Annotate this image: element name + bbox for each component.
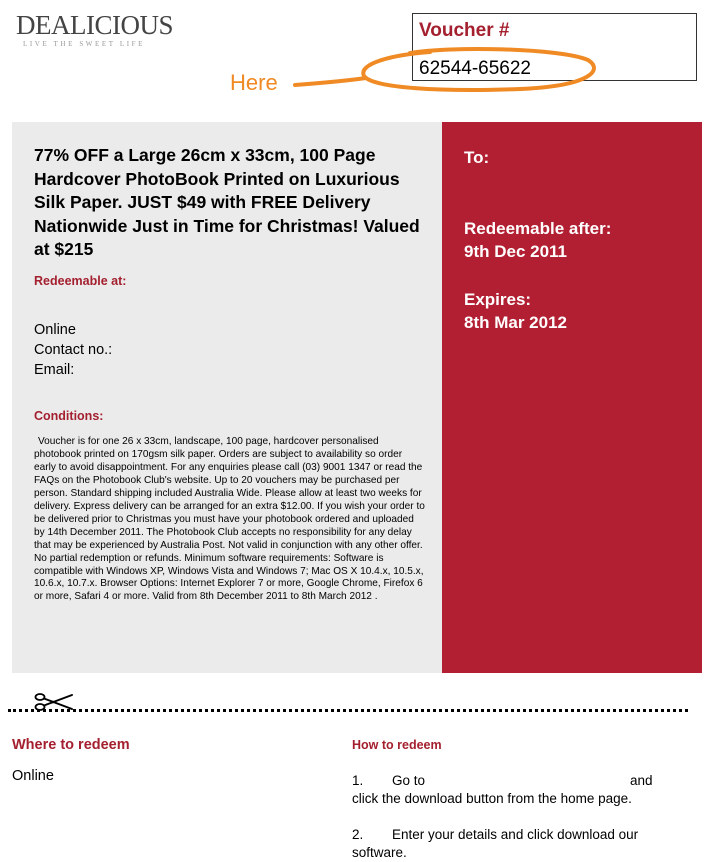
cut-line (8, 709, 688, 712)
expires-block (464, 288, 567, 334)
voucher-box (412, 13, 697, 81)
how-to-redeem-heading: How to redeem (352, 738, 442, 752)
step-2-number: 2. (352, 827, 364, 842)
conditions-text: Voucher is for one 26 x 33cm, landscape, 100 page, hardcover personalised photobook printed on 170gsm silk paper. Orders are subject to availability so order early to avoid disappointment. For any enquiries please call (03) 9001 1347 or read the FAQs on the Photobook Club's website. Up to 20 vouchers may be purchased per person. Standard shipping included Australia Wide. Please allow at least two weeks for delivery. Express delivery can be arranged for an extra $12.00. If you wish your order to be delivered prior to Christmas you must have your photobook ordered and uploaded by 14th December 2011. The Photobook Club accepts no responsibility for any delay that may be experienced by Australia Post. Not valid in conjunction with any other offer. No partial redemption or refunds. Minimum software requirements: Software is compatible with Windows XP, Windows Vista and Windows 7; Mac OS X 10.4.x, 10.5.x, 10.6.x, 10.7.x. Browser Options: Internet Explorer 7 or more, Google Chrome, Firefox 6 or more, Safari 4 or more. Valid from 8th December 2011 to 8th March 2012 . (34, 436, 425, 603)
redeemable-after-block (464, 217, 611, 263)
conditions-heading: Conditions: (34, 409, 104, 423)
logo-name: DEALICIOUS (16, 10, 173, 40)
step-1-text-b: and (630, 773, 653, 788)
step-2-text-b: software. (352, 845, 407, 860)
step-1-text-c: click the download button from the home page. (352, 791, 632, 806)
how-step-2 (352, 826, 672, 862)
redemption-panel (442, 122, 702, 673)
logo-tagline: LIVE THE SWEET LIFE (23, 40, 146, 48)
redeemable-after-date: 9th Dec 2011 (464, 242, 568, 261)
step-1-text-a: Go to (392, 773, 426, 788)
deal-title: 77% OFF a Large 26cm x 33cm, 100 Page Hardcover PhotoBook Printed on Luxurious Silk Paper. JUST $49 with FREE Delivery Nationwide Just in Time for Christmas! Valued at $215 (34, 145, 420, 259)
annotation-label: Here (230, 70, 278, 95)
step-2-text-a: Enter your details and click download our (392, 827, 639, 842)
redeemable-after-label: Redeemable after: (464, 219, 612, 238)
contact-block (34, 320, 112, 380)
where-to-redeem-heading: Where to redeem (12, 737, 130, 753)
expires-date: 8th Mar 2012 (464, 313, 567, 332)
location-value: Online (34, 322, 76, 338)
to-label: To: (464, 148, 490, 167)
voucher-label: Voucher # (419, 20, 510, 41)
contact-label: Contact no.: (34, 342, 113, 358)
how-step-1 (352, 772, 672, 808)
expires-label: Expires: (464, 290, 532, 309)
email-label: Email: (34, 362, 75, 378)
deal-details-panel (12, 122, 442, 673)
logo (16, 12, 186, 54)
where-to-redeem-value: Online (12, 768, 54, 784)
redeemable-at-heading: Redeemable at: (34, 274, 127, 288)
step-1-number: 1. (352, 773, 364, 788)
voucher-number: 62544-65622 (419, 58, 531, 79)
